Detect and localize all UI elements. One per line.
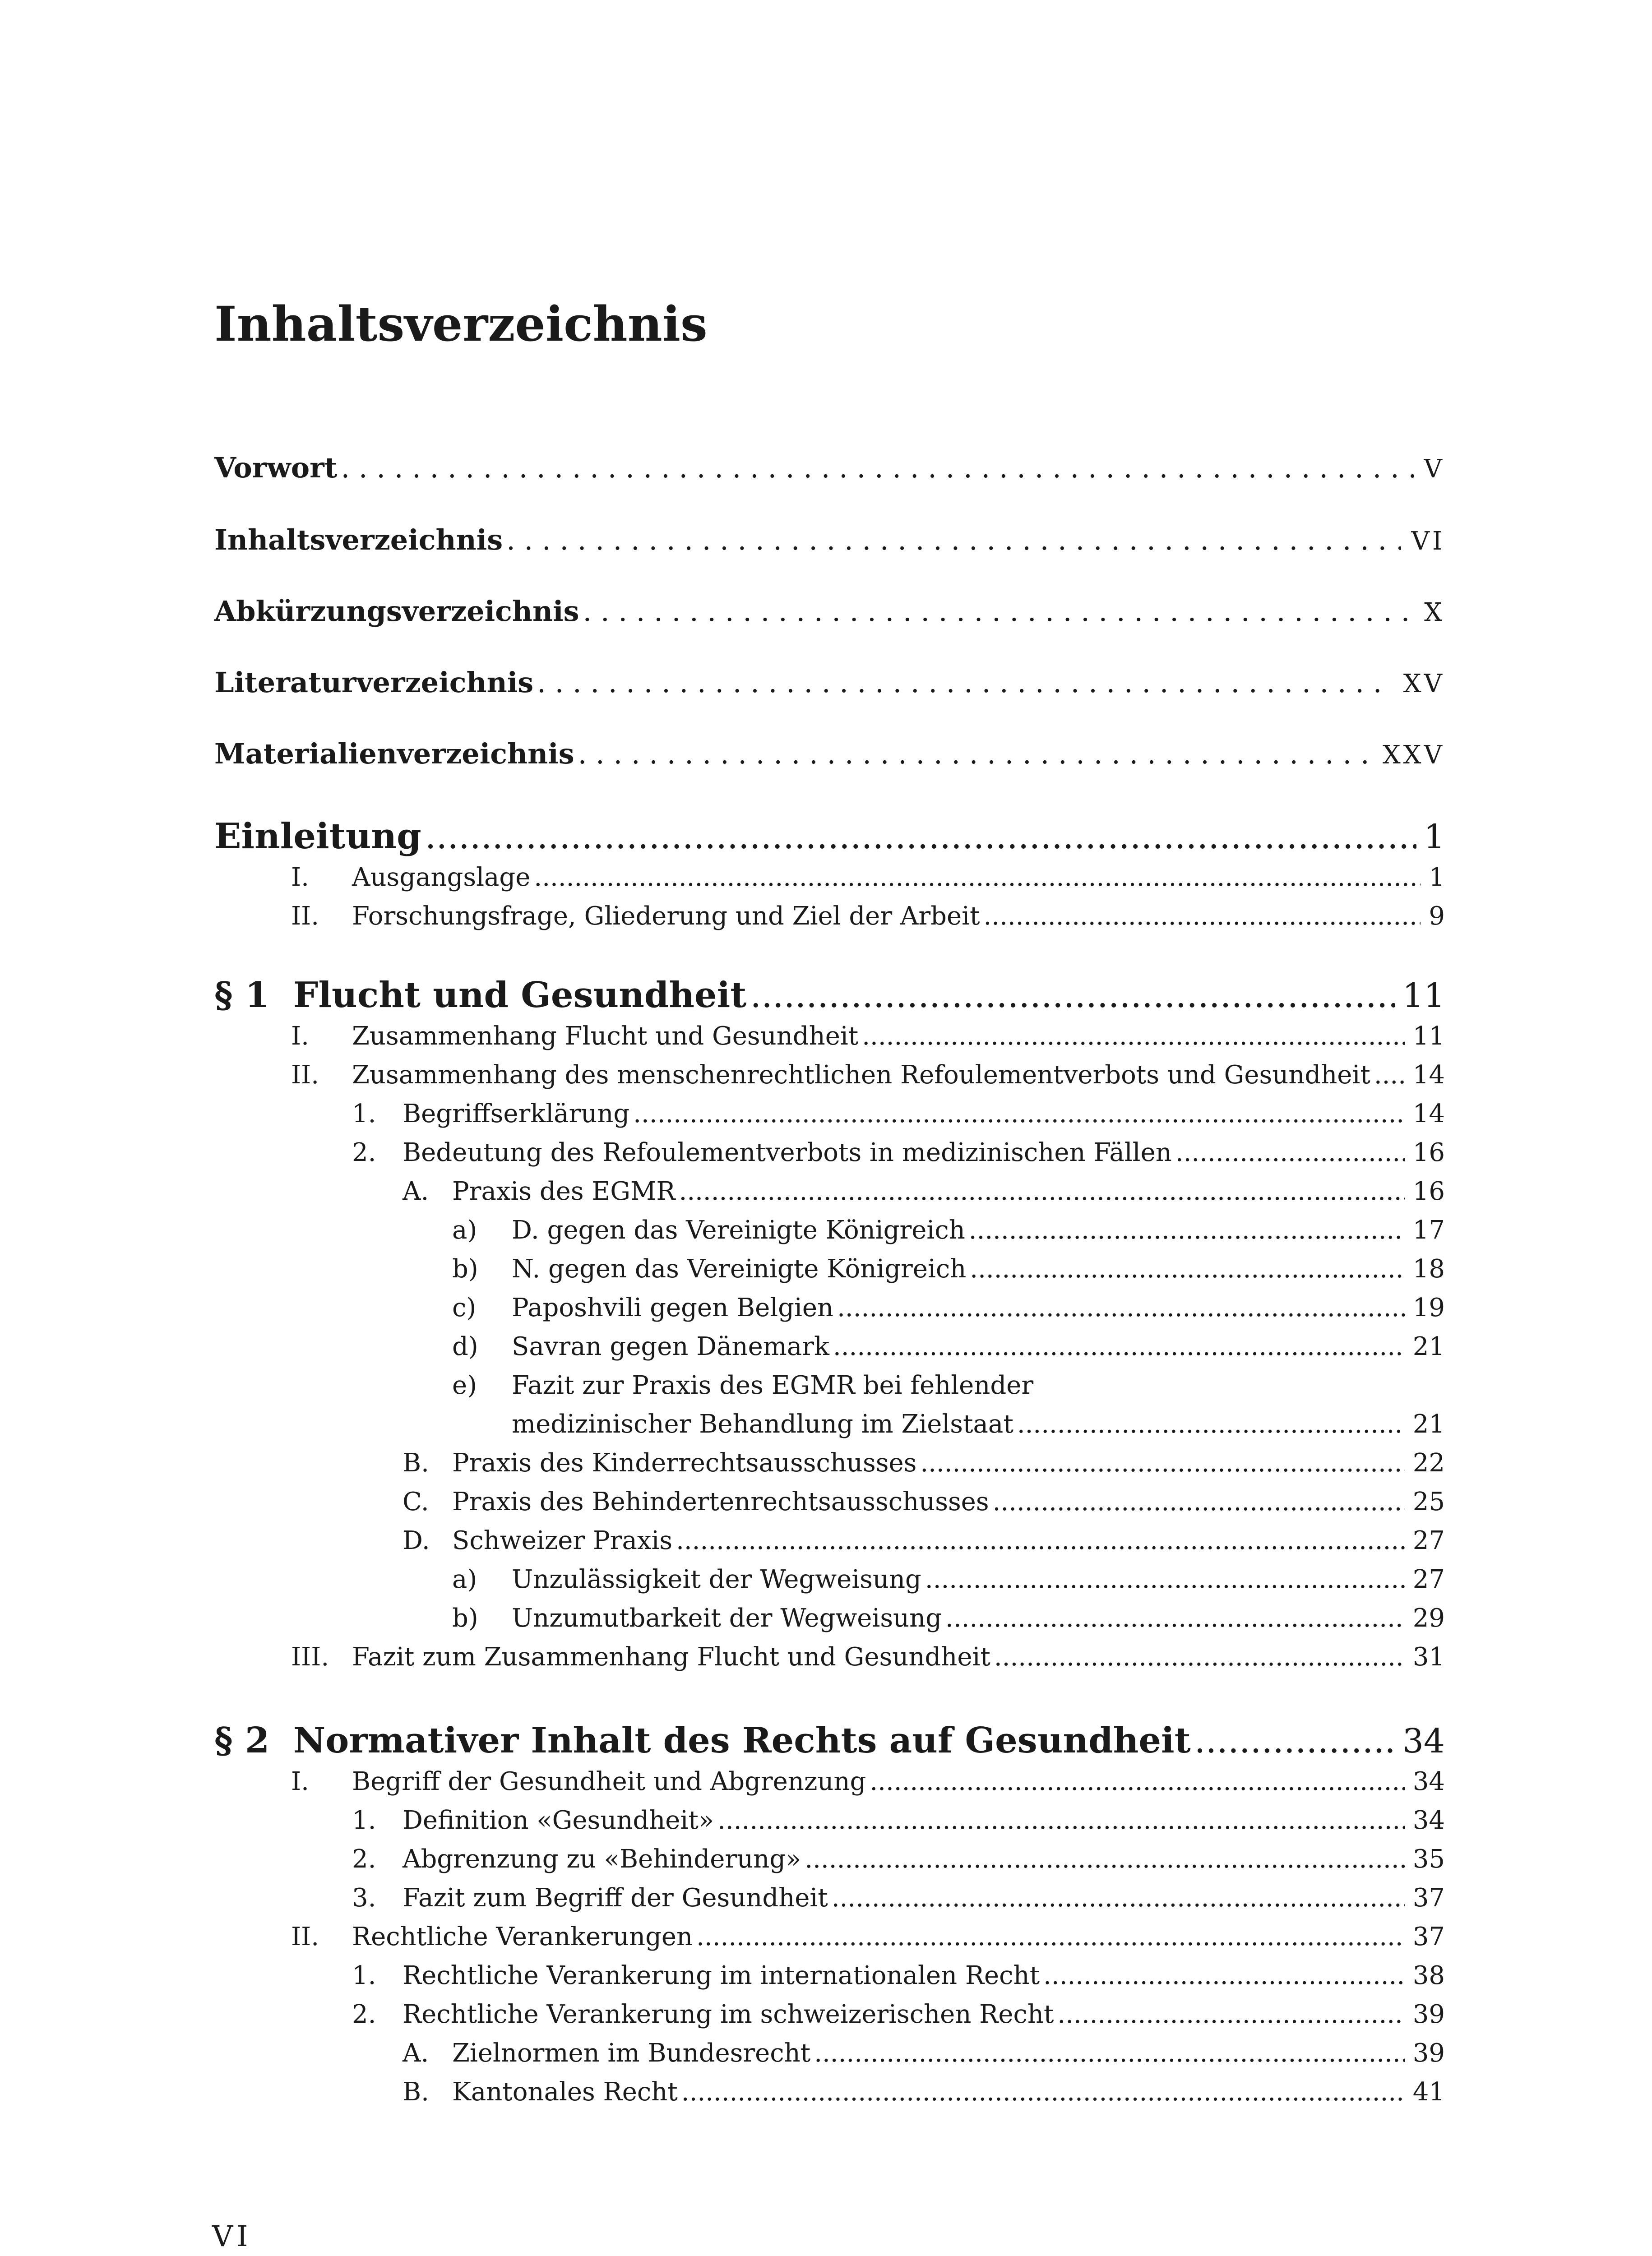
toc-page-number: XXV <box>1382 740 1445 770</box>
toc-entry[interactable] <box>452 1216 1445 1254</box>
toc-marker: II. <box>291 901 319 931</box>
toc-entry[interactable] <box>403 1448 1445 1487</box>
toc-entry-text: Schweizer Praxis <box>452 1526 673 1555</box>
toc-entry-text: Abgrenzung zu «Behinderung» <box>403 1845 801 1874</box>
toc-entry[interactable] <box>352 1845 1445 1883</box>
toc-marker: a) <box>452 1216 477 1245</box>
leader-dots <box>984 901 1421 931</box>
toc-page-number: 31 <box>1412 1642 1445 1672</box>
toc-marker: I. <box>291 1767 309 1796</box>
toc-page-number: 21 <box>1412 1410 1445 1439</box>
toc-marker: 1. <box>352 1806 376 1835</box>
toc-page-number: 16 <box>1412 1138 1445 1167</box>
toc-marker: A. <box>403 2039 429 2068</box>
leader-dots <box>578 737 1373 770</box>
toc-entry-text: Begriffserklärung <box>403 1099 630 1128</box>
toc-entry-text: Unzulässigkeit der Wegweisung <box>512 1565 921 1594</box>
toc-entry[interactable] <box>403 1177 1445 1216</box>
toc-entry-text: Begriff der Gesundheit und Abgrenzung <box>352 1767 866 1796</box>
toc-entry[interactable] <box>352 1883 1445 1922</box>
section-title: Einleitung <box>214 816 421 857</box>
leader-dots <box>696 1922 1405 1951</box>
toc-entry-text: Fazit zur Praxis des EGMR bei fehlender <box>512 1371 1034 1400</box>
toc-page-number: 21 <box>1412 1332 1445 1361</box>
leader-dots <box>833 1332 1405 1361</box>
toc-marker: B. <box>403 2077 429 2107</box>
toc-page-number: 17 <box>1412 1216 1445 1245</box>
section-number: § 1 <box>214 975 270 1016</box>
leader-dots <box>679 1177 1405 1206</box>
toc-entry[interactable] <box>291 1922 1445 1961</box>
toc-entry[interactable] <box>291 901 1445 940</box>
toc-marker: C. <box>403 1487 429 1516</box>
toc-page-number: 35 <box>1412 1845 1445 1874</box>
leader-dots <box>870 1767 1404 1796</box>
toc-entry[interactable] <box>403 1526 1445 1565</box>
toc-page-number: 41 <box>1412 2077 1445 2107</box>
toc-entry[interactable] <box>403 1487 1445 1526</box>
toc-entry-text: Definition «Gesundheit» <box>403 1806 714 1835</box>
leader-dots <box>970 1254 1404 1284</box>
toc-entry[interactable] <box>452 1604 1445 1642</box>
toc-entry-text: N. gegen das Vereinigte Königreich <box>512 1254 967 1284</box>
leader-dots <box>837 1293 1405 1322</box>
toc-page-number: 9 <box>1429 901 1445 931</box>
toc-entry[interactable] <box>291 1022 1445 1060</box>
toc-section-1[interactable] <box>214 975 1445 1016</box>
leader-dots <box>945 1604 1405 1633</box>
toc-entry-text: Rechtliche Verankerung im internationalen Recht <box>403 1961 1040 1990</box>
toc-entry[interactable] <box>291 1767 1445 1806</box>
toc-page-number: X <box>1424 598 1445 627</box>
toc-page-number: 37 <box>1412 1883 1445 1913</box>
toc-marker: 2. <box>352 1845 376 1874</box>
leader-dots <box>534 863 1421 892</box>
toc-entry-text: Zusammenhang Flucht und Gesundheit <box>352 1022 859 1051</box>
toc-marker: 3. <box>352 1883 376 1913</box>
toc-marker: c) <box>452 1293 477 1322</box>
section-title: Flucht und Gesundheit <box>293 975 747 1016</box>
leader-dots <box>341 451 1414 484</box>
toc-page-number: 37 <box>1412 1922 1445 1951</box>
toc-entry-abkuerzungsverzeichnis[interactable] <box>214 595 1445 635</box>
toc-entry[interactable] <box>403 2039 1445 2077</box>
toc-page-number: 22 <box>1412 1448 1445 1478</box>
toc-entry-text: Bedeutung des Refoulementverbots in medizinischen Fällen <box>403 1138 1172 1167</box>
section-number: § 2 <box>214 1720 270 1761</box>
leader-dots <box>1057 2000 1404 2029</box>
toc-page-number: 29 <box>1412 1604 1445 1633</box>
toc-marker: I. <box>291 863 309 892</box>
toc-entry-text: Praxis des Kinderrechtsausschusses <box>452 1448 917 1478</box>
toc-page-number: V <box>1424 454 1445 484</box>
page-title: Inhaltsverzeichnis <box>214 296 708 352</box>
toc-marker: 1. <box>352 1099 376 1128</box>
toc-marker: b) <box>452 1254 478 1284</box>
toc-entry[interactable] <box>452 1293 1445 1332</box>
toc-page-number: 25 <box>1412 1487 1445 1516</box>
leader-dots <box>1194 1720 1395 1761</box>
section-title: Normativer Inhalt des Rechts auf Gesundheit <box>293 1720 1191 1761</box>
toc-page-number: 34 <box>1412 1767 1445 1796</box>
toc-page-number: 18 <box>1412 1254 1445 1284</box>
leader-dots <box>993 1487 1405 1516</box>
leader-dots <box>862 1022 1404 1051</box>
toc-marker: 2. <box>352 1138 376 1167</box>
toc-entry-label: Abkürzungsverzeichnis <box>214 595 579 628</box>
toc-entry-text: Unzumutbarkeit der Wegweisung <box>512 1604 942 1633</box>
toc-entry-text: Paposhvili gegen Belgien <box>512 1293 834 1322</box>
leader-dots <box>425 816 1416 857</box>
toc-entry-text: Zusammenhang des menschenrechtlichen Refoulementverbots und Gesundheit <box>352 1060 1370 1090</box>
leader-dots <box>920 1448 1404 1478</box>
toc-entry[interactable] <box>352 1961 1445 2000</box>
toc-entry-text: Rechtliche Verankerung im schweizerischen Recht <box>403 2000 1054 2029</box>
toc-entry-continuation[interactable] <box>512 1410 1445 1448</box>
leader-dots <box>676 1526 1405 1555</box>
toc-entry-text: Forschungsfrage, Gliederung und Ziel der Arbeit <box>352 901 980 931</box>
toc-marker: I. <box>291 1022 309 1051</box>
leader-dots <box>1175 1138 1405 1167</box>
toc-page-number: 16 <box>1412 1177 1445 1206</box>
leader-dots <box>506 523 1401 556</box>
toc-entry-first-line[interactable] <box>452 1371 1445 1410</box>
toc-entry-label: Materialienverzeichnis <box>214 737 574 770</box>
toc-entry-text: medizinischer Behandlung im Zielstaat <box>512 1410 1013 1439</box>
toc-entry-label: Vorwort <box>214 451 338 484</box>
toc-entry[interactable] <box>352 2000 1445 2039</box>
toc-entry[interactable] <box>452 1332 1445 1371</box>
toc-entry-text: D. gegen das Vereinigte Königreich <box>512 1216 965 1245</box>
toc-entry-literaturverzeichnis[interactable] <box>214 666 1445 707</box>
toc-entry[interactable] <box>291 1060 1445 1099</box>
toc-page-number: 11 <box>1412 1022 1445 1051</box>
toc-section-einleitung[interactable] <box>214 816 1445 857</box>
toc-entry-materialienverzeichnis[interactable] <box>214 737 1445 778</box>
toc-page-number: 14 <box>1412 1060 1445 1090</box>
toc-entry-text: Praxis des Behindertenrechtsausschusses <box>452 1487 989 1516</box>
leader-dots <box>537 666 1393 699</box>
toc-page-number: 34 <box>1412 1806 1445 1835</box>
toc-page-number: 1 <box>1429 863 1445 892</box>
section-page-number: 11 <box>1402 976 1445 1015</box>
toc-page-number: XV <box>1403 669 1445 698</box>
toc-page-number: 38 <box>1412 1961 1445 1990</box>
toc-marker: A. <box>403 1177 429 1206</box>
leader-dots <box>750 975 1395 1016</box>
toc-marker: 2. <box>352 2000 376 2029</box>
toc-page-number: VI <box>1411 527 1445 556</box>
toc-marker: II. <box>291 1922 319 1951</box>
toc-entry-label: Literaturverzeichnis <box>214 666 534 699</box>
toc-entry-text: Savran gegen Dänemark <box>512 1332 829 1361</box>
toc-marker: B. <box>403 1448 429 1478</box>
leader-dots <box>681 2077 1405 2107</box>
toc-entry[interactable] <box>352 1138 1445 1177</box>
toc-entry-text: Praxis des EGMR <box>452 1177 676 1206</box>
toc-section-2[interactable] <box>214 1720 1445 1761</box>
toc-entry-text: Fazit zum Zusammenhang Flucht und Gesundheit <box>352 1642 990 1672</box>
toc-entry[interactable] <box>452 1565 1445 1604</box>
toc-page-number: 27 <box>1412 1526 1445 1555</box>
toc-entry[interactable] <box>291 1642 1445 1681</box>
toc-entry-text: Rechtliche Verankerungen <box>352 1922 693 1951</box>
toc-page-number: 39 <box>1412 2000 1445 2029</box>
toc-marker: e) <box>452 1371 477 1400</box>
leader-dots <box>633 1099 1405 1128</box>
toc-entry-text: Zielnormen im Bundesrecht <box>452 2039 811 2068</box>
section-page-number: 34 <box>1402 1722 1445 1761</box>
leader-dots <box>1017 1410 1405 1439</box>
toc-entry-text: Ausgangslage <box>352 863 531 892</box>
toc-page-number: 14 <box>1412 1099 1445 1128</box>
toc-entry[interactable] <box>452 1254 1445 1293</box>
leader-dots <box>1043 1961 1405 1990</box>
toc-entry-text: Fazit zum Begriff der Gesundheit <box>403 1883 828 1913</box>
page-folio: VI <box>212 2220 252 2253</box>
toc-marker: II. <box>291 1060 319 1090</box>
toc-page-number: 39 <box>1412 2039 1445 2068</box>
toc-page-number: 19 <box>1412 1293 1445 1322</box>
leader-dots <box>583 595 1414 628</box>
toc-marker: 1. <box>352 1961 376 1990</box>
toc-marker: d) <box>452 1332 478 1361</box>
leader-dots <box>814 2039 1405 2068</box>
section-page-number: 1 <box>1423 818 1445 856</box>
toc-entry-text: Kantonales Recht <box>452 2077 678 2107</box>
toc-marker: b) <box>452 1604 478 1633</box>
toc-entry-label: Inhaltsverzeichnis <box>214 523 503 556</box>
toc-entry[interactable] <box>352 1099 1445 1138</box>
toc-entry-vorwort[interactable] <box>214 451 1445 492</box>
leader-dots <box>805 1845 1404 1874</box>
leader-dots <box>717 1806 1405 1835</box>
toc-entry[interactable] <box>403 2077 1445 2116</box>
toc-entry-inhaltsverzeichnis[interactable] <box>214 523 1445 564</box>
toc-entry[interactable] <box>352 1806 1445 1845</box>
leader-dots <box>1374 1060 1405 1090</box>
toc-marker: D. <box>403 1526 430 1555</box>
toc-marker: III. <box>291 1642 329 1672</box>
toc-page-number: 27 <box>1412 1565 1445 1594</box>
leader-dots <box>969 1216 1405 1245</box>
leader-dots <box>994 1642 1405 1672</box>
toc-entry[interactable] <box>291 863 1445 901</box>
leader-dots <box>925 1565 1405 1594</box>
leader-dots <box>832 1883 1405 1913</box>
toc-marker: a) <box>452 1565 477 1594</box>
